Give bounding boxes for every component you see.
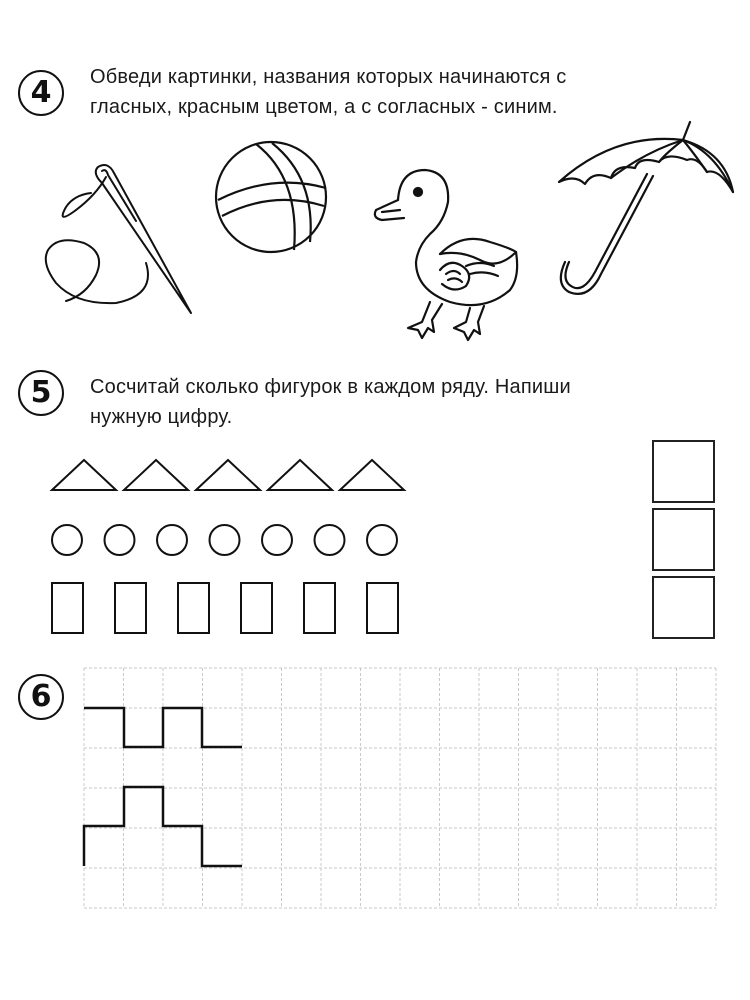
- task-5-number: 5: [18, 370, 64, 416]
- rectangle-shape: [52, 583, 83, 633]
- pattern-grid[interactable]: [84, 668, 716, 908]
- triangle-shape: [268, 460, 332, 490]
- answer-box-circles[interactable]: [652, 508, 715, 571]
- triangle-shape: [340, 460, 404, 490]
- rectangle-row: [52, 583, 398, 633]
- triangle-shape: [196, 460, 260, 490]
- task-4-number: 4: [18, 70, 64, 116]
- circle-row: [52, 525, 397, 555]
- task-5-line-1: Сосчитай сколько фигурок в каждом ряду. Напиши: [90, 376, 571, 398]
- rectangle-shape: [367, 583, 398, 633]
- task-4-line-1: Обведи картинки, названия которых начинаются с: [90, 66, 567, 88]
- circle-shape: [157, 525, 187, 555]
- rectangle-shape: [178, 583, 209, 633]
- triangle-row: [52, 460, 404, 490]
- triangle-shape: [52, 460, 116, 490]
- rectangle-shape: [241, 583, 272, 633]
- answer-box-triangles[interactable]: [652, 440, 715, 503]
- circle-shape: [210, 525, 240, 555]
- circle-shape: [52, 525, 82, 555]
- task-5-line-2: нужную цифру.: [90, 406, 233, 428]
- rectangle-shape: [304, 583, 335, 633]
- triangle-shape: [124, 460, 188, 490]
- circle-shape: [315, 525, 345, 555]
- rectangle-shape: [115, 583, 146, 633]
- circle-shape: [367, 525, 397, 555]
- pattern-line-1: [84, 708, 242, 747]
- task-4-line-2: гласных, красным цветом, а с согласных - синим.: [90, 96, 558, 118]
- circle-shape: [105, 525, 135, 555]
- circle-shape: [262, 525, 292, 555]
- answer-box-rectangles[interactable]: [652, 576, 715, 639]
- task-6-number: 6: [18, 674, 64, 720]
